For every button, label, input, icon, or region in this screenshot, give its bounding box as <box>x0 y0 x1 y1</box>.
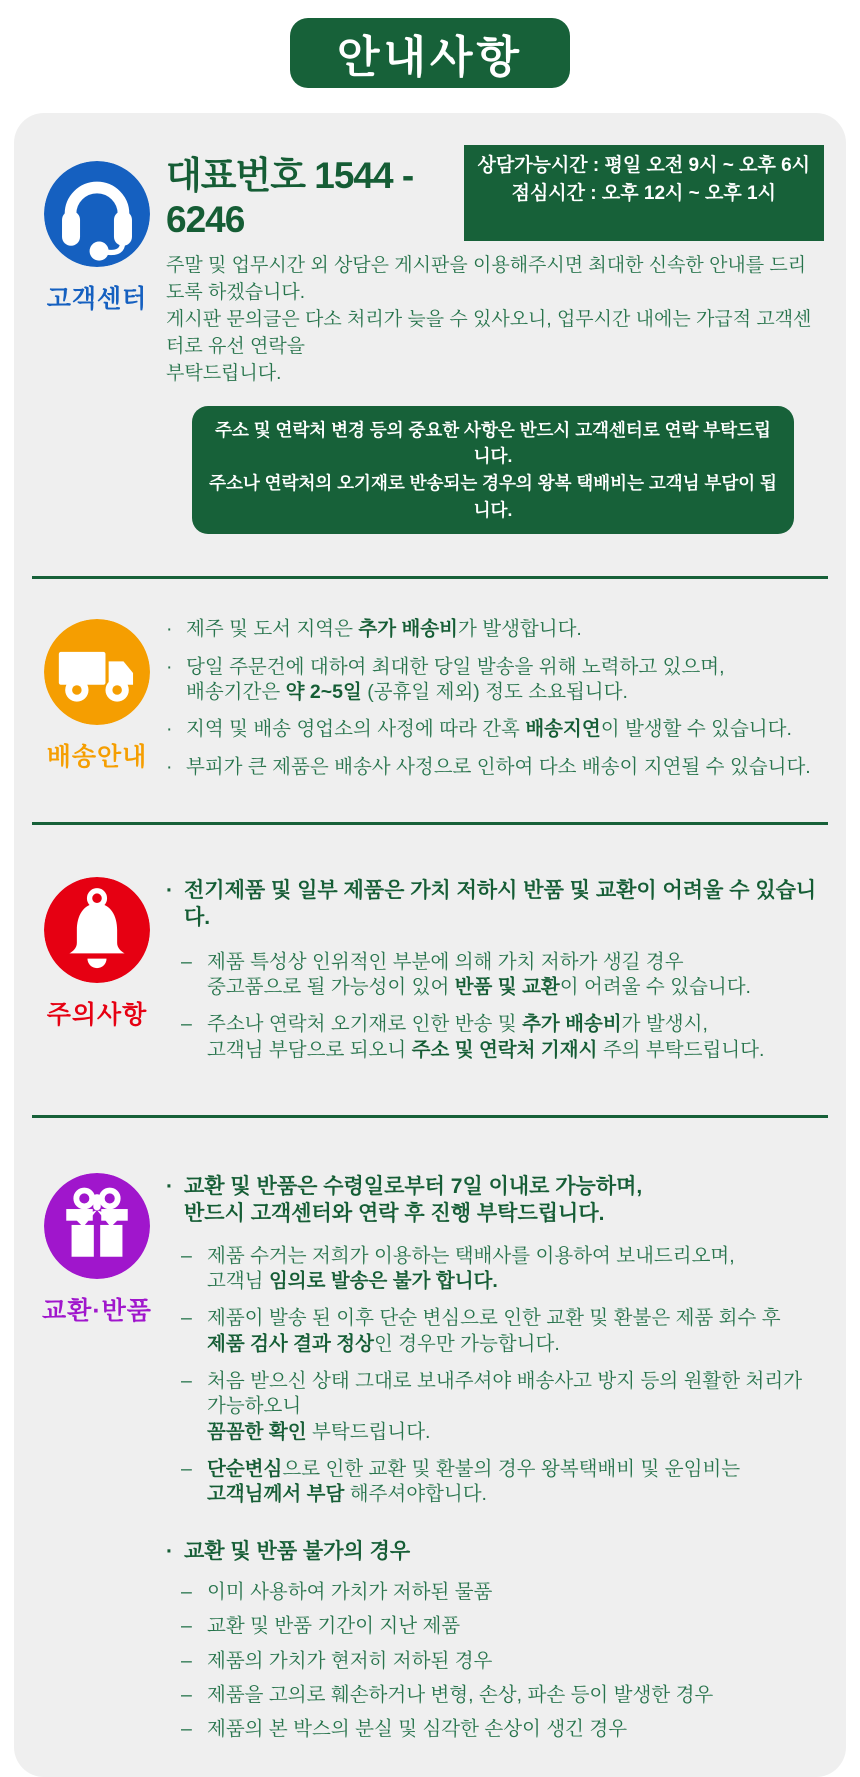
exchange-heading-text: 교환 및 반품은 수령일로부터 7일 이내로 가능하며, <box>184 1174 643 1198</box>
paragraph-line: 부탁드립니다. <box>166 362 282 384</box>
dash-marker: – <box>181 1718 192 1741</box>
caution-label: 주의사항 <box>46 1000 148 1029</box>
shipping-item-text: 부피가 큰 제품은 배송사 사정으로 인하여 다소 배송이 지연될 수 있습니다. <box>186 755 811 778</box>
dash-marker: – <box>181 1683 192 1706</box>
marker-spacer <box>181 1038 207 1063</box>
caution-heading <box>166 877 824 932</box>
exchange-item-continuation <box>166 1482 824 1507</box>
dash-marker: – <box>181 1369 192 1392</box>
no-return-item <box>166 1580 824 1605</box>
no-return-item-text: 이미 사용하여 가치가 저하된 물품 <box>207 1580 493 1603</box>
caution-item-text: 고객님 부담으로 되오니 주소 및 연락처 기재시 주의 부탁드립니다. <box>207 1038 765 1061</box>
shipping-item <box>166 755 824 780</box>
exchange-heading-text: 반드시 고객센터와 연락 후 진행 부탁드립니다. <box>184 1202 605 1226</box>
caution-heading-text: 전기제품 및 일부 제품은 가치 저하시 반품 및 교환이 어려울 수 있습니다. <box>184 878 817 930</box>
hours-box <box>464 145 824 241</box>
exchange-item-continuation <box>166 1420 824 1445</box>
caution-item <box>166 1012 824 1037</box>
phone-number: 대표번호 1544 - 6246 <box>166 155 414 240</box>
shipping-label: 배송안내 <box>46 743 148 772</box>
notice-line: 주소 및 연락처 변경 등의 중요한 사항은 반드시 고객센터로 연락 부탁드립니다. <box>215 419 771 467</box>
no-return-item <box>166 1717 824 1742</box>
section-exchange-return <box>14 1118 846 1777</box>
exchange-item-text: 고객님께서 부담 해주셔야합니다. <box>207 1483 487 1506</box>
shipping-item-text: 당일 주문건에 대하여 최대한 당일 발송을 위해 노력하고 있으며, <box>186 655 725 678</box>
exchange-icon-block <box>14 1173 166 1327</box>
marker-spacer <box>181 975 207 1000</box>
notice-box <box>192 406 794 534</box>
exchange-content <box>166 1173 846 1743</box>
shipping-item <box>166 655 824 680</box>
exchange-item-continuation <box>166 1269 824 1294</box>
bullet-marker: · <box>166 755 173 778</box>
marker-spacer <box>181 1332 207 1357</box>
shipping-item-text: 제주 및 도서 지역은 추가 배송비가 발생합니다. <box>186 618 582 641</box>
shipping-item-continuation <box>166 680 824 705</box>
dash-marker: – <box>181 950 192 973</box>
shipping-content <box>166 617 846 780</box>
marker-spacer <box>181 1269 207 1294</box>
shipping-item <box>166 717 824 742</box>
exchange-item <box>166 1369 824 1420</box>
dash-marker: – <box>181 1457 192 1480</box>
notice-panel <box>14 113 846 1777</box>
bullet-marker: · <box>166 618 173 641</box>
caution-content <box>166 877 846 1063</box>
notice-line: 주소나 연락처의 오기재로 반송되는 경우의 왕복 택배비는 고객님 부담이 됩니다. <box>209 473 777 520</box>
dash-marker: – <box>181 1580 192 1603</box>
exchange-heading-continuation <box>166 1200 824 1227</box>
customer-center-label: 고객센터 <box>46 285 148 313</box>
exchange-item <box>166 1457 824 1482</box>
customer-center-icon-block <box>14 145 166 315</box>
no-return-heading <box>166 1538 824 1565</box>
exchange-item <box>166 1244 824 1269</box>
marker-spacer <box>166 1200 184 1227</box>
truck-icon <box>44 619 150 725</box>
no-return-heading-text: 교환 및 반품 불가의 경우 <box>184 1539 411 1563</box>
exchange-item-text: 단순변심으로 인한 교환 및 환불의 경우 왕복택배비 및 운임비는 <box>207 1457 741 1480</box>
no-return-item-text: 제품의 본 박스의 분실 및 심각한 손상이 생긴 경우 <box>207 1718 628 1741</box>
no-return-item <box>166 1614 824 1639</box>
no-return-item <box>166 1649 824 1674</box>
marker-spacer <box>181 1420 207 1445</box>
bullet-marker: · <box>166 718 173 741</box>
exchange-item <box>166 1306 824 1331</box>
shipping-item <box>166 617 824 642</box>
hours-line-1: 상담가능시간 : 평일 오전 9시 ~ 오후 6시 <box>477 155 810 176</box>
no-return-item-text: 제품의 가치가 현저히 저하된 경우 <box>207 1649 493 1672</box>
exchange-item-text: 제품이 발송 된 이후 단순 변심으로 인한 교환 및 환불은 제품 회수 후 <box>207 1307 781 1330</box>
shipping-item-text: 배송기간은 약 2~5일 (공휴일 제외) 정도 소요됩니다. <box>186 680 628 703</box>
caution-item-text: 중고품으로 될 가능성이 있어 반품 및 교환이 어려울 수 있습니다. <box>207 975 751 998</box>
bullet-marker: · <box>166 878 173 902</box>
hours-line-2: 점심시간 : 오후 12시 ~ 오후 1시 <box>511 182 776 204</box>
marker-spacer <box>181 1482 207 1507</box>
customer-center-header <box>166 145 824 241</box>
headset-icon <box>44 161 150 267</box>
paragraph-line: 주말 및 업무시간 외 상담은 게시판을 이용해주시면 최대한 신속한 안내를 드리도록 하겠습니다. <box>166 255 807 303</box>
bullet-marker: · <box>166 1174 173 1198</box>
shipping-item-text: 지역 및 배송 영업소의 사정에 따라 간혹 배송지연이 발생할 수 있습니다. <box>186 718 792 741</box>
caution-item-continuation <box>166 1038 824 1063</box>
page-title: 안내사항 <box>290 18 570 88</box>
caution-item-continuation <box>166 975 824 1000</box>
exchange-label: 교환·반품 <box>42 1296 152 1325</box>
exchange-heading <box>166 1173 824 1200</box>
customer-center-paragraph <box>166 253 824 388</box>
caution-icon-block <box>14 877 166 1031</box>
dash-marker: – <box>181 1013 192 1036</box>
section-customer-center <box>14 113 846 576</box>
exchange-item-text: 제품 검사 결과 정상인 경우만 가능합니다. <box>207 1332 560 1355</box>
gift-icon <box>44 1173 150 1279</box>
no-return-item-text: 교환 및 반품 기간이 지난 제품 <box>207 1615 461 1638</box>
exchange-item-text: 고객님 임의로 발송은 불가 합니다. <box>207 1269 498 1292</box>
section-shipping <box>14 579 846 822</box>
section-caution <box>14 825 846 1115</box>
no-return-item-text: 제품을 고의로 훼손하거나 변형, 손상, 파손 등이 발생한 경우 <box>207 1683 714 1706</box>
exchange-item-text: 처음 받으신 상태 그대로 보내주셔야 배송사고 방지 등의 원활한 처리가 가능하오니 <box>207 1369 803 1418</box>
bullet-marker: · <box>166 1539 173 1563</box>
exchange-item-text: 제품 수거는 저희가 이용하는 택배사를 이용하여 보내드리오며, <box>207 1244 735 1267</box>
shipping-icon-block <box>14 617 166 773</box>
caution-item <box>166 950 824 975</box>
caution-item-text: 주소나 연락처 오기재로 인한 반송 및 추가 배송비가 발생시, <box>207 1013 708 1036</box>
caution-item-text: 제품 특성상 인위적인 부분에 의해 가치 저하가 생길 경우 <box>207 950 684 973</box>
bell-icon <box>44 877 150 983</box>
no-return-item <box>166 1683 824 1708</box>
dash-marker: – <box>181 1244 192 1267</box>
customer-center-content <box>166 145 846 534</box>
dash-marker: – <box>181 1307 192 1330</box>
dash-marker: – <box>181 1615 192 1638</box>
paragraph-line: 게시판 문의글은 다소 처리가 늦을 수 있사오니, 업무시간 내에는 가급적 고객센터로 유선 연락을 <box>166 308 812 357</box>
exchange-item-continuation <box>166 1332 824 1357</box>
marker-spacer <box>166 680 186 705</box>
exchange-item-text: 꼼꼼한 확인 부탁드립니다. <box>207 1420 431 1443</box>
bullet-marker: · <box>166 655 173 678</box>
dash-marker: – <box>181 1649 192 1672</box>
